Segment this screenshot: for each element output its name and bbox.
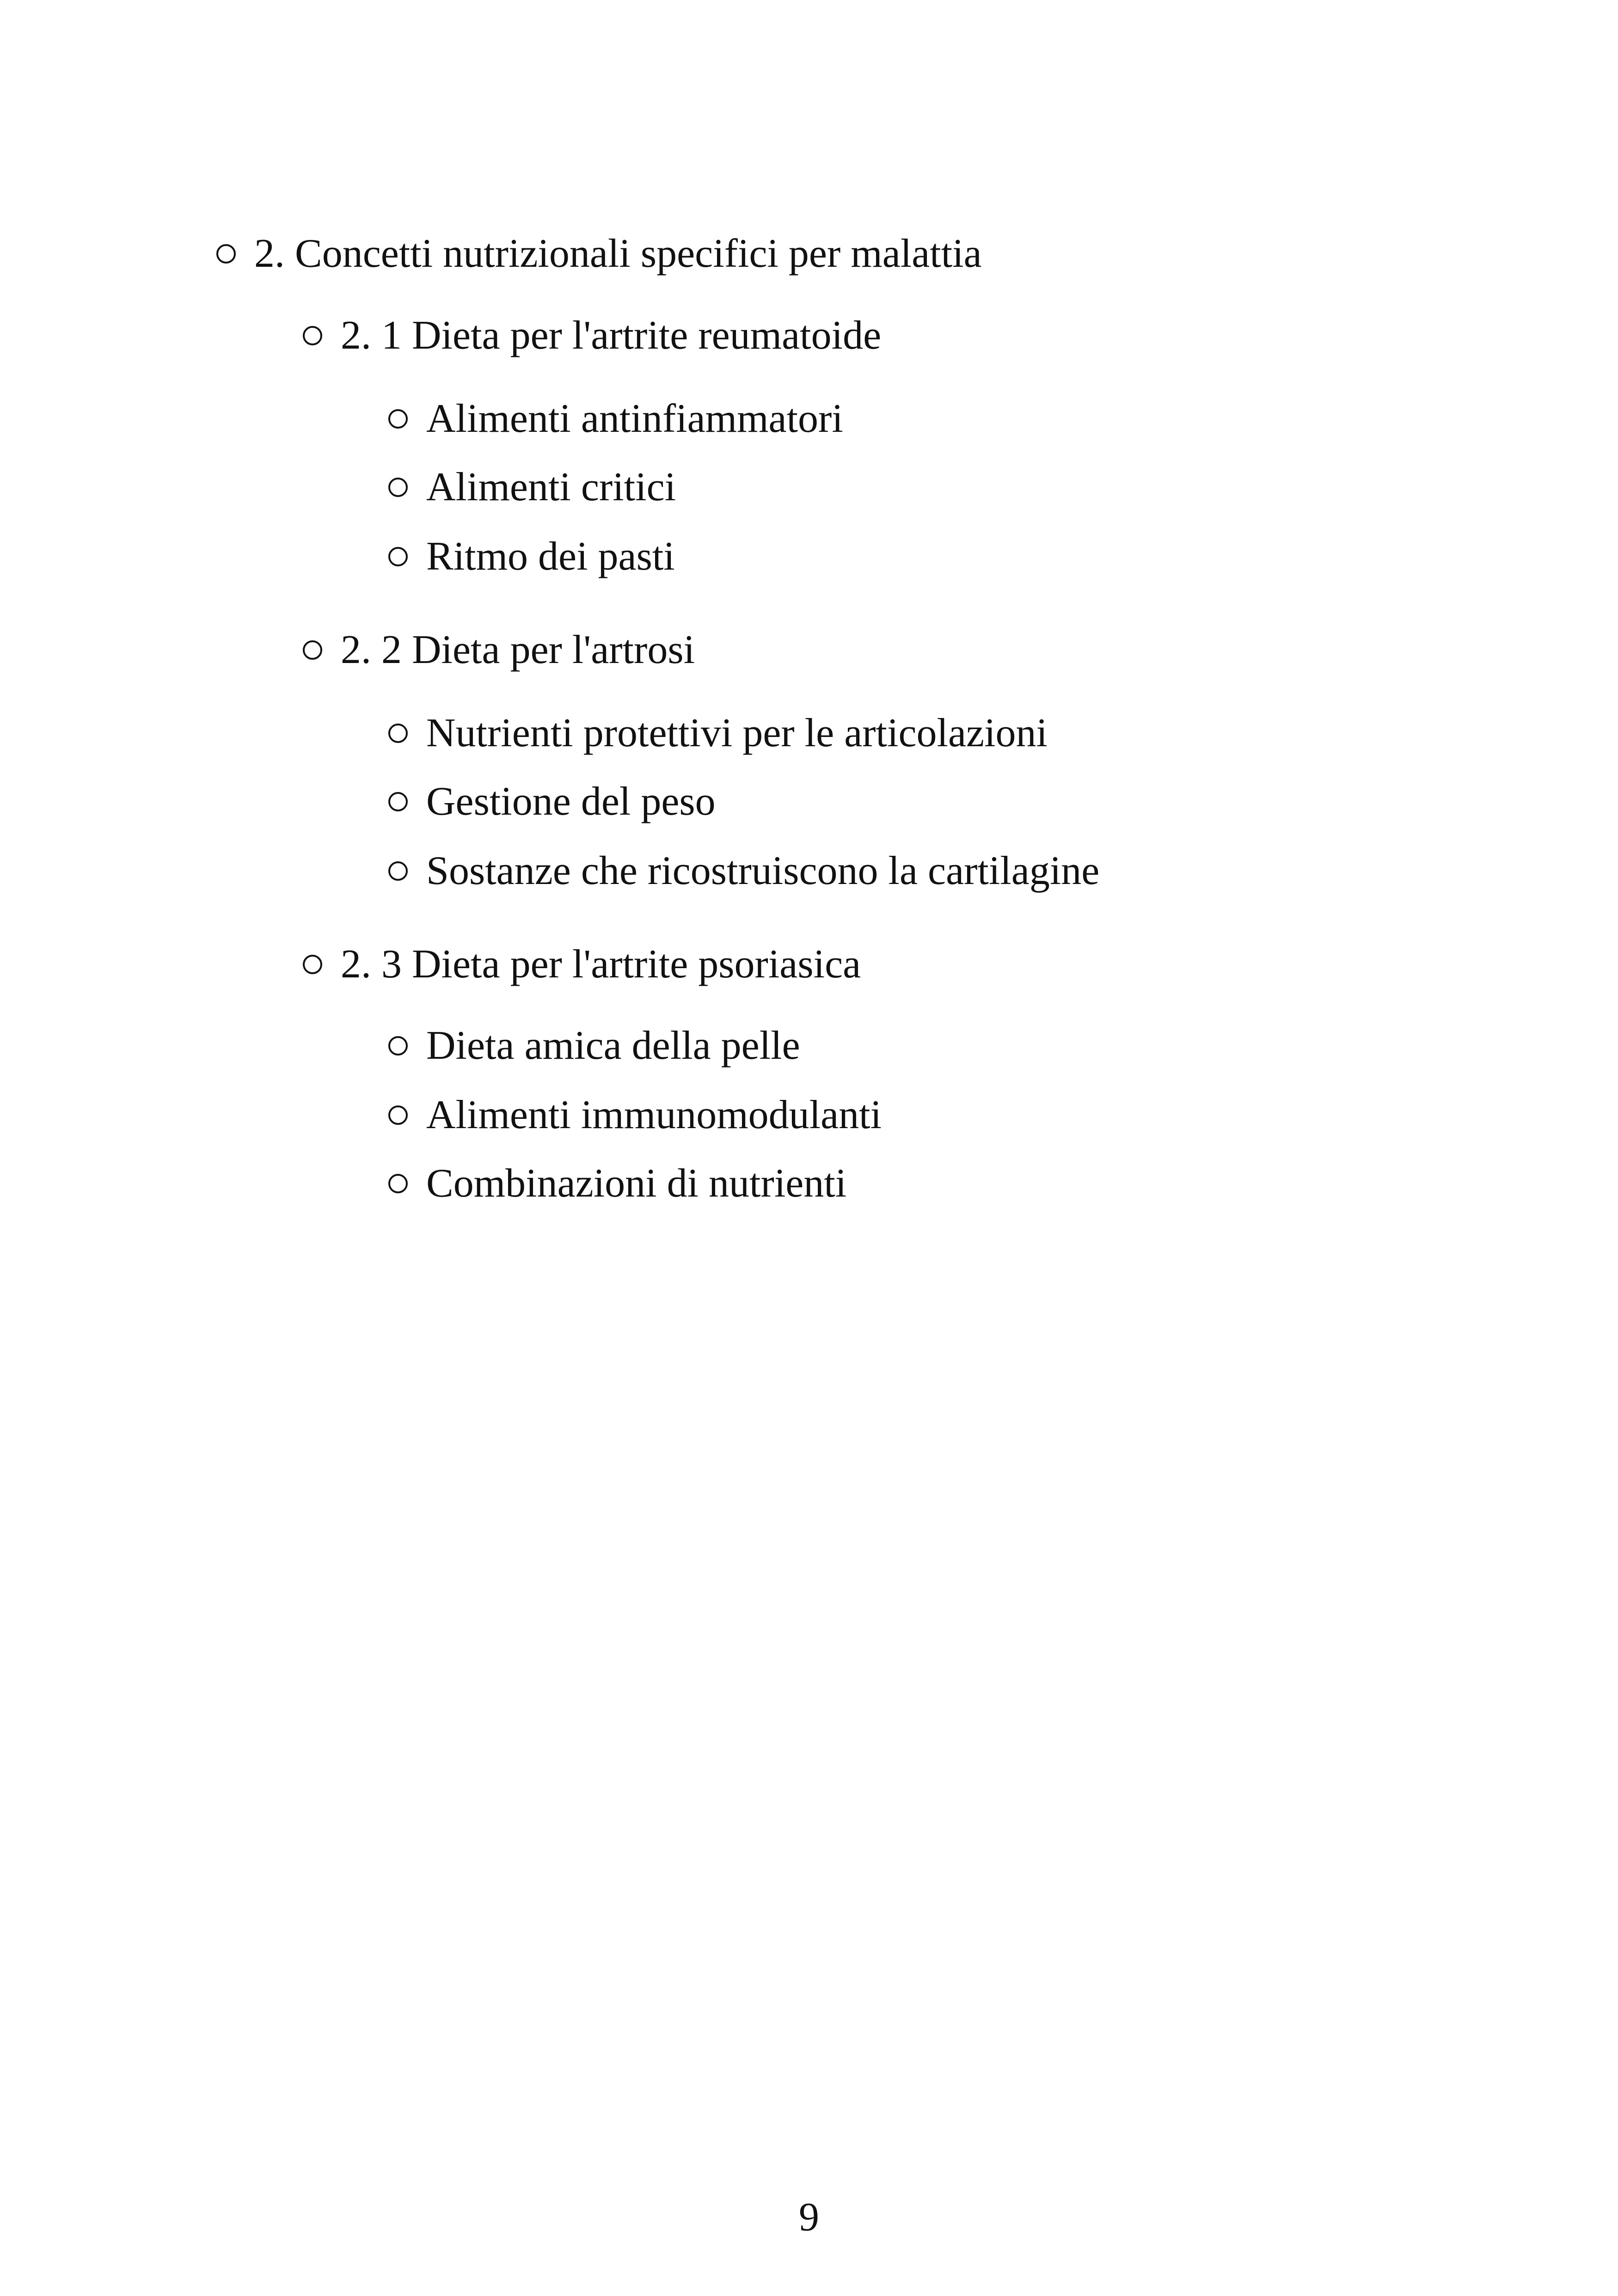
outline-section-heading	[303, 627, 695, 672]
hollow-bullet-icon	[303, 326, 322, 345]
hollow-bullet-icon	[388, 1174, 408, 1193]
outline-list-item	[388, 467, 676, 508]
hollow-bullet-icon	[303, 640, 322, 660]
outline-list-item-label: Dieta amica della pelle	[426, 1023, 800, 1068]
hollow-bullet-icon	[388, 478, 408, 497]
outline-list-item-label: Alimenti immunomodulanti	[426, 1093, 882, 1137]
outline-list-item	[388, 781, 716, 822]
outline-list-item	[388, 536, 675, 577]
outline-list-item-label: Combinazioni di nutrienti	[426, 1161, 847, 1206]
outline-list-item	[388, 848, 1100, 893]
hollow-bullet-icon	[388, 792, 408, 811]
outline-item-level1	[216, 233, 982, 274]
page-number: 9	[799, 2195, 819, 2240]
outline-list-item-label: Alimenti antinfiammatori	[426, 396, 843, 441]
outline-list-item	[388, 1163, 846, 1204]
hollow-bullet-icon	[388, 861, 408, 881]
hollow-bullet-icon	[216, 244, 236, 264]
outline-list-item	[388, 1025, 800, 1066]
outline-section-label: 2. 1 Dieta per l'artrite reumatoide	[341, 313, 882, 358]
outline-list-item	[388, 1095, 882, 1136]
hollow-bullet-icon	[388, 409, 408, 429]
hollow-bullet-icon	[388, 1105, 408, 1125]
outline-list-item-label: Alimenti critici	[426, 465, 676, 510]
outline-list-item-label: Ritmo dei pasti	[426, 534, 675, 579]
outline-list-item-label: Nutrienti protettivi per le articolazioni	[426, 711, 1048, 755]
outline-list-item-label: Sostanze che ricostruiscono la cartilagine	[426, 848, 1100, 893]
outline-section-heading	[303, 944, 861, 985]
outline-item-label: 2. Concetti nutrizionali specifici per malattia	[254, 231, 982, 276]
hollow-bullet-icon	[303, 955, 322, 974]
outline-list-item	[388, 396, 843, 441]
hollow-bullet-icon	[388, 724, 408, 743]
outline-section-label: 2. 2 Dieta per l'artrosi	[341, 627, 695, 672]
outline-section-label: 2. 3 Dieta per l'artrite psoriasica	[341, 942, 861, 987]
hollow-bullet-icon	[388, 1036, 408, 1056]
hollow-bullet-icon	[388, 547, 408, 566]
outline-section-heading	[303, 315, 881, 356]
outline-list-item-label: Gestione del peso	[426, 779, 716, 824]
outline-list-item	[388, 713, 1048, 754]
